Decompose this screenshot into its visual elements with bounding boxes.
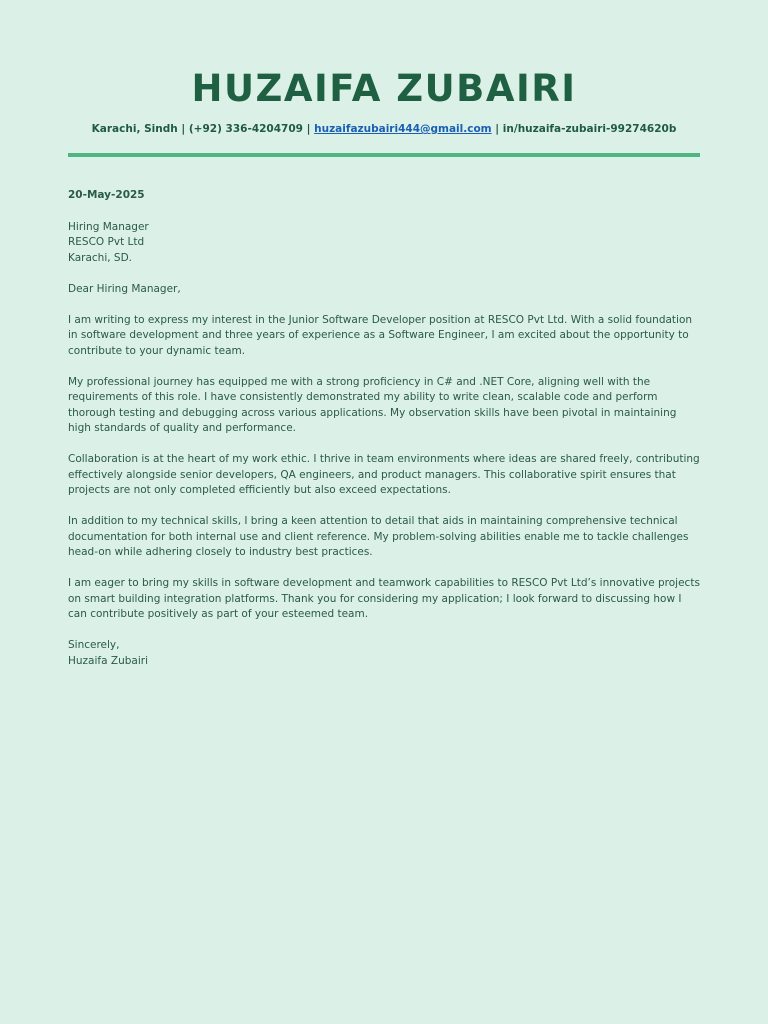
paragraph-collaboration: Collaboration is at the heart of my work ethic. I thrive in team environments where ideas are shared freely, contributing effectively alongside senior developers, QA engineers, and product managers. This collaborative spirit ensures that projects are not only completed efficiently but also exceed expectations. — [68, 453, 700, 496]
signature: Huzaifa Zubairi — [68, 654, 148, 667]
contact-separator: | — [302, 123, 315, 135]
header-divider — [68, 153, 700, 157]
letter-date: 20-May-2025 — [68, 189, 145, 201]
contact-linkedin: in/huzaifa-zubairi-99274620b — [502, 123, 677, 135]
paragraph-skills: In addition to my technical skills, I bring a keen attention to detail that aids in maintaining comprehensive technical documentation for both internal use and client reference. My problem-solving abilities enable me to tackle challenges head-on while adhering closely to industry best practices. — [68, 515, 689, 558]
closing-phrase: Sincerely, — [68, 639, 120, 651]
contact-line — [68, 122, 700, 136]
recipient-company: RESCO Pvt Ltd — [68, 236, 145, 248]
contact-separator: | — [177, 123, 189, 135]
contact-separator: | — [491, 123, 503, 135]
paragraph-experience: My professional journey has equipped me with a strong proficiency in C# and .NET Core, aligning well with the requirements of this role. I have consistently demonstrated my ability to write clean, scalable code and perform thorough testing and debugging across various applications. My observation skills have been pivotal in maintaining high standards of quality and performance. — [68, 375, 677, 434]
recipient-city: Karachi, SD. — [68, 251, 132, 264]
recipient-title: Hiring Manager — [68, 220, 149, 233]
applicant-name: HUZAIFA ZUBAIRI — [191, 67, 577, 110]
paragraph-conclusion: I am eager to bring my skills in software development and teamwork capabilities to RESCO Pvt Ltd’s innovative projects on smart building integration platforms. Thank you for considering my application; I look forward to discussing how I can contribute positively as part of your esteemed team. — [68, 577, 700, 620]
email-link[interactable]: huzaifazubairi444@gmail.com — [314, 123, 492, 135]
recipient-block — [68, 220, 700, 267]
salutation: Dear Hiring Manager, — [68, 282, 181, 295]
closing-block — [68, 638, 700, 669]
contact-location: Karachi, Sindh — [91, 123, 178, 135]
letter-body — [68, 188, 700, 669]
contact-phone: (+92) 336-4204709 — [188, 123, 303, 135]
paragraph-intro: I am writing to express my interest in the Junior Software Developer position at RESCO Pvt Ltd. With a solid foundation in software development and three years of experience as a Software Engineer, I am excited about the opportunity to contribute to your dynamic team. — [68, 313, 693, 357]
